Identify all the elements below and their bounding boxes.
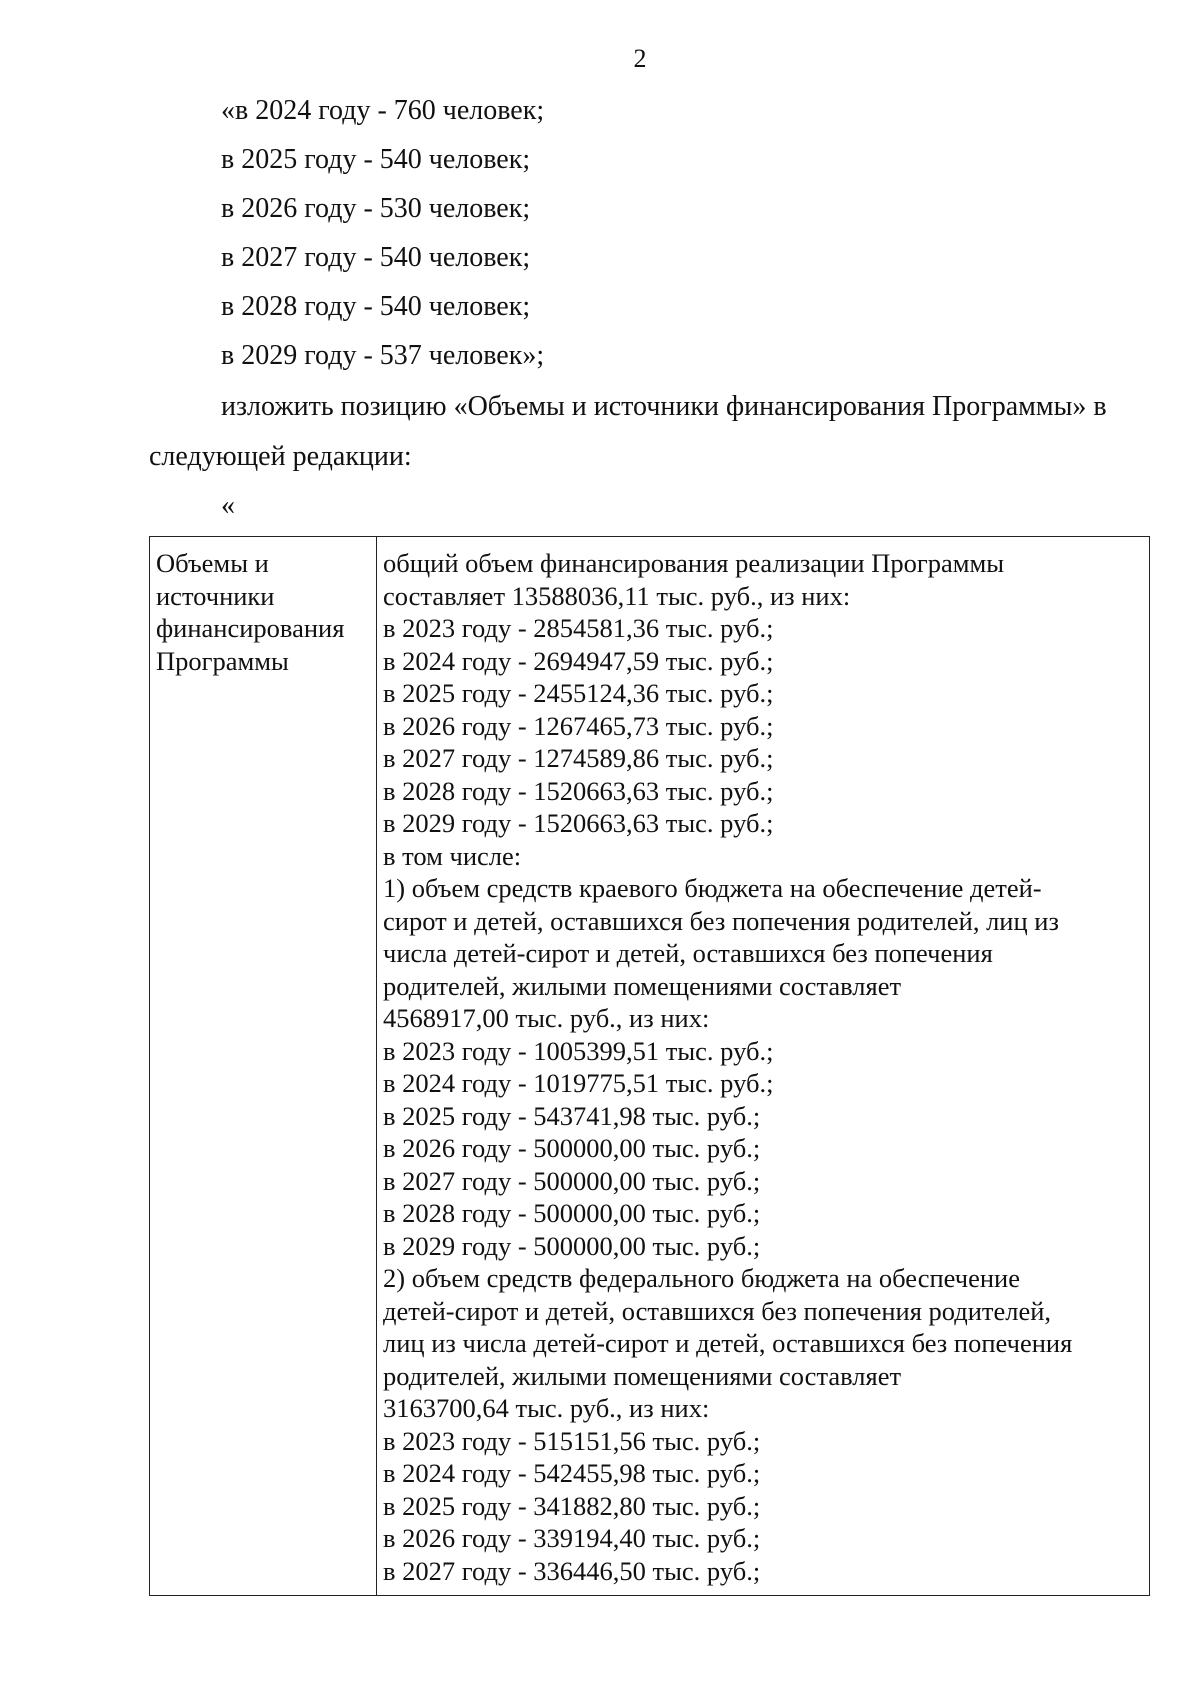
cell-line: родителей, жилыми помещениями составляет — [383, 970, 902, 1001]
cell-line: в 2023 году - 2854581,36 тыс. руб.; — [383, 613, 774, 643]
cell-line: в 2024 году - 542455,98 тыс. руб.; — [383, 1458, 761, 1488]
cell-line: в 2029 году - 500000,00 тыс. руб.; — [383, 1230, 761, 1261]
cell-line: финансирования — [156, 613, 345, 643]
cell-line: Объемы и — [156, 548, 269, 578]
intro-line-2026: в 2026 году - 530 человек; — [221, 193, 531, 224]
cell-line: в 2028 году - 1520663,63 тыс. руб.; — [383, 775, 774, 806]
intro-line-2024: «в 2024 году - 760 человек; — [221, 95, 545, 126]
cell-line: составляет 13588036,11 тыс. руб., из них: — [383, 580, 851, 611]
cell-line: 1) объем средств краевого бюджета на обеспечение детей- — [383, 873, 1042, 903]
cell-line: 3163700,64 тыс. руб., из них: — [383, 1393, 710, 1423]
cell-line: в 2027 году - 336446,50 тыс. руб.; — [383, 1555, 761, 1586]
cell-line: источники — [156, 580, 275, 611]
table-row — [150, 537, 1150, 1596]
cell-line: 2) объем средств федерального бюджета на обеспечение — [383, 1263, 1020, 1293]
cell-line: детей-сирот и детей, оставшихся без попечения родителей, — [383, 1295, 1052, 1326]
cell-line: в 2025 году - 341882,80 тыс. руб.; — [383, 1490, 761, 1521]
cell-line: сирот и детей, оставшихся без попечения родителей, лиц из — [383, 905, 1059, 936]
table-cell-financing-description — [377, 537, 1150, 1596]
cell-line: 4568917,00 тыс. руб., из них: — [383, 1003, 710, 1033]
intro-instruction-continuation: следующей редакции: — [149, 441, 412, 472]
cell-line: в том числе: — [383, 840, 522, 871]
table-cell-position-name — [150, 537, 377, 1596]
intro-line-2028: в 2028 году - 540 человек; — [221, 291, 531, 322]
opening-quote: « — [221, 490, 235, 521]
cell-line: числа детей-сирот и детей, оставшихся без попечения — [383, 938, 993, 968]
cell-line: общий объем финансирования реализации Программы — [383, 548, 1005, 578]
cell-line: Программы — [156, 645, 289, 676]
page-number: 2 — [633, 44, 647, 73]
intro-line-2027: в 2027 году - 540 человек; — [221, 242, 531, 273]
cell-line: в 2026 году - 1267465,73 тыс. руб.; — [383, 710, 774, 741]
cell-line: в 2025 году - 2455124,36 тыс. руб.; — [383, 678, 774, 708]
financing-table — [149, 536, 1150, 1596]
cell-line: в 2028 году - 500000,00 тыс. руб.; — [383, 1198, 761, 1228]
cell-line: в 2026 году - 500000,00 тыс. руб.; — [383, 1133, 761, 1163]
cell-line: в 2026 году - 339194,40 тыс. руб.; — [383, 1523, 761, 1553]
cell-line: в 2023 году - 515151,56 тыс. руб.; — [383, 1425, 761, 1456]
intro-line-2025: в 2025 году - 540 человек; — [221, 144, 531, 175]
cell-line: в 2027 году - 500000,00 тыс. руб.; — [383, 1165, 761, 1196]
cell-line: в 2023 году - 1005399,51 тыс. руб.; — [383, 1035, 774, 1066]
cell-line: в 2027 году - 1274589,86 тыс. руб.; — [383, 743, 774, 773]
cell-line: в 2025 году - 543741,98 тыс. руб.; — [383, 1100, 761, 1131]
cell-line: лиц из числа детей-сирот и детей, оставшихся без попечения — [383, 1328, 1073, 1358]
cell-line: в 2024 году - 2694947,59 тыс. руб.; — [383, 645, 774, 676]
intro-instruction-line: изложить позицию «Объемы и источники финансирования Программы» в — [221, 391, 1107, 422]
cell-line: в 2024 году - 1019775,51 тыс. руб.; — [383, 1068, 774, 1098]
intro-line-2029: в 2029 году - 537 человек»; — [221, 340, 545, 371]
cell-line: родителей, жилыми помещениями составляет — [383, 1360, 902, 1391]
cell-line: в 2029 году - 1520663,63 тыс. руб.; — [383, 808, 774, 838]
